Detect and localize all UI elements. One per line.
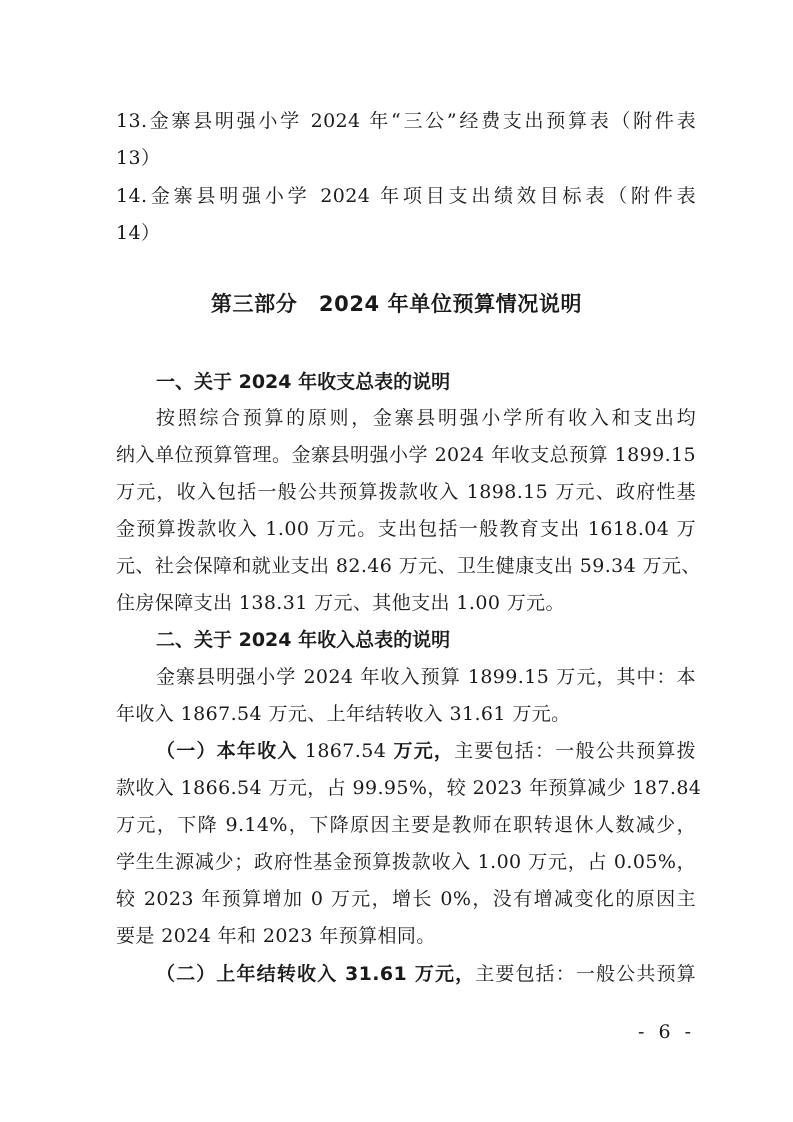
subsection-1-line-4: 较 2023 年预算增加 0 万元，增长 0%，没有增减变化的原因主 (116, 888, 696, 910)
subsection-1-unit: 万元， (393, 740, 455, 762)
section-1-line-2: 纳入单位预算管理。金寨县明强小学 2024 年收支总预算 1899.15 (116, 444, 696, 466)
list-item-13-line-2: 13） (116, 147, 161, 169)
list-item-13-line-1: 13.金寨县明强小学 2024 年“三公”经费支出预算表（附件表 (116, 110, 696, 132)
subsection-1-rest: 主要包括：一般公共预算拨 (454, 740, 696, 762)
section-2-line-2: 年收入 1867.54 万元、上年结转收入 31.61 万元。 (116, 703, 571, 725)
subsection-2-rest: 主要包括：一般公共预算 (475, 963, 696, 985)
subsection-1-line-1: 款收入 1866.54 万元，占 99.95%，较 2023 年预算减少 187.84 (116, 777, 702, 799)
section-2-line-1: 金寨县明强小学 2024 年收入预算 1899.15 万元，其中：本 (156, 666, 696, 688)
list-item-14-line-2: 14） (116, 222, 161, 244)
subsection-1-line-3: 学生生源减少；政府性基金预算拨款收入 1.00 万元，占 0.05%， (116, 851, 696, 873)
subsection-2-label: （二）上年结转收入 31.61 万元， (156, 963, 476, 985)
section-1-line-4: 金预算拨款收入 1.00 万元。支出包括一般教育支出 1618.04 万 (116, 518, 696, 540)
section-1-line-1: 按照综合预算的原则，金寨县明强小学所有收入和支出均 (156, 407, 696, 429)
subsection-1-value: 1867.54 (297, 740, 394, 762)
list-item-14-line-1: 14.金寨县明强小学 2024 年项目支出绩效目标表（附件表 (116, 185, 696, 207)
subsection-1-line-5: 要是 2024 年和 2023 年预算相同。 (116, 925, 436, 947)
page-number: - 6 - (637, 1021, 695, 1043)
subsection-1-lead (156, 738, 696, 764)
section-1-heading: 一、关于 2024 年收支总表的说明 (156, 371, 451, 393)
section-2-heading: 二、关于 2024 年收入总表的说明 (156, 629, 451, 651)
subsection-1-label: （一）本年收入 (156, 740, 298, 762)
subsection-2-lead (156, 961, 696, 987)
section-1-line-3: 万元，收入包括一般公共预算拨款收入 1898.15 万元、政府性基 (116, 481, 696, 503)
subsection-1-line-2: 万元，下降 9.14%，下降原因主要是教师在职转退休人数减少， (116, 814, 696, 836)
section-1-line-5: 元、社会保障和就业支出 82.46 万元、卫生健康支出 59.34 万元、 (116, 555, 701, 577)
part-title: 第三部分 2024 年单位预算情况说明 (210, 292, 583, 316)
section-1-line-6: 住房保障支出 138.31 万元、其他支出 1.00 万元。 (116, 592, 565, 614)
